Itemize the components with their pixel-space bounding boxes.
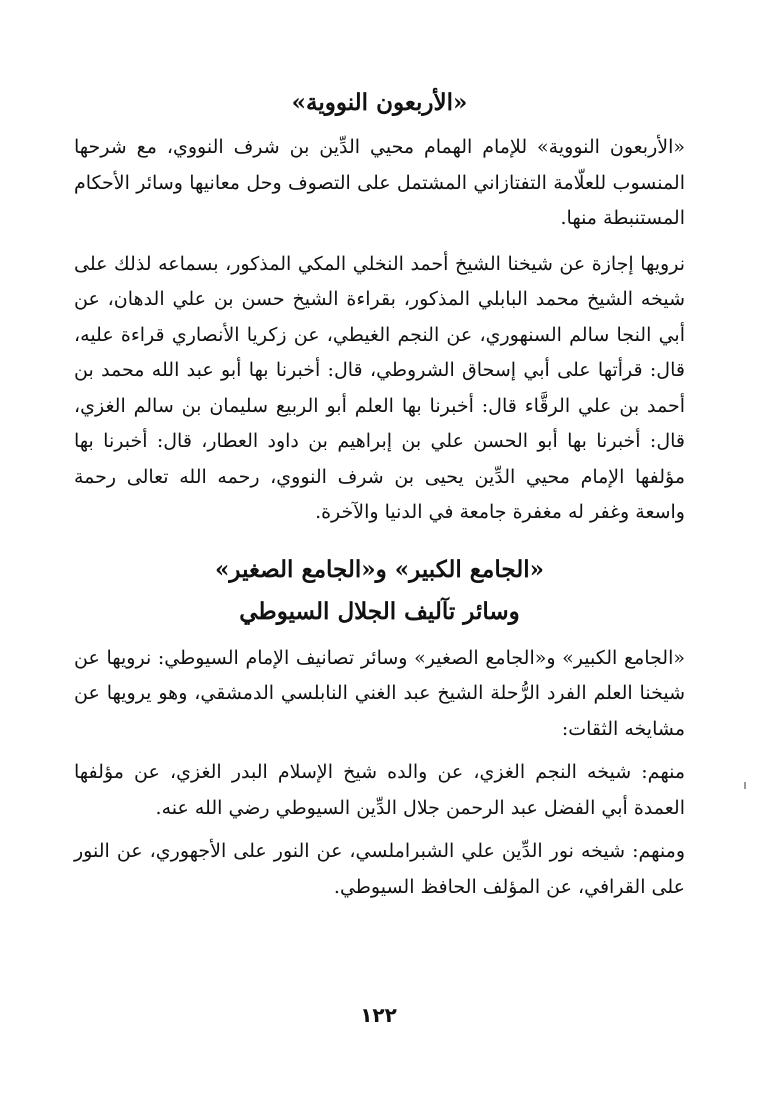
- margin-mark: [744, 782, 746, 789]
- paragraph-jami-chain-1: منهم: شيخه النجم الغزي، عن والده شيخ الإسلام البدر الغزي، عن مؤلفها العمدة أبي الفضل عبد الرحمن جلال الدِّين السيوطي رضي الله عنه.: [74, 761, 685, 819]
- paragraph-jami-chain-2: ومنهم: شيخه نور الدِّين علي الشبراملسي، عن النور على الأجهوري، عن النور على القرافي، عن المؤلف الحافظ السيوطي.: [74, 840, 685, 898]
- section-title-arbaeen: «الأربعون النووية»: [291, 89, 468, 116]
- paragraph-arbaeen-chain: نرويها إجازة عن شيخنا الشيخ أحمد النخلي المكي المذكور، بسماعه لذلك على شيخه الشيخ محمد البابلي المذكور، بقراءة الشيخ حسن بن علي الدهان، عن أبي النجا سالم السنهوري، عن النجم الغيطي، عن زكريا الأنصاري قراءة عليه، قال: قرأتها على أبي إسحاق الشروطي، قال: أخبرنا بها أبو عبد الله محمد بن أحمد بن علي الرقَّاء قال: أخبرنا بها العلم أبو الربيع سليمان بن سالم الغزي، قال: أخبرنا بها أبو الحسن علي بن إبراهيم بن داود العطار، قال: أخبرنا بها مؤلفها الإمام محيي الدِّين يحيى بن شرف النووي، رحمه الله تعالى رحمة واسعة وغفر له مغفرة جامعة في الدنيا والآخرة.: [74, 252, 685, 523]
- section-title-jami-line2: وسائر تآليف الجلال السيوطي: [239, 597, 520, 625]
- page-content: [74, 78, 685, 905]
- paragraph-jami-intro: «الجامع الكبير» و«الجامع الصغير» وسائر تصانيف الإمام السيوطي: نرويها عن شيخنا العلم الفرد الرُّحلة الشيخ عبد الغني النابلسي الدمشقي، وهو يرويها عن مشايخه الثقات:: [74, 646, 685, 740]
- paragraph-arbaeen-description: «الأربعون النووية» للإمام الهمام محيي الدِّين بن شرف النووي، مع شرحها المنسوب للعلّامة التفتازاني المشتمل على التصوف وحل معانيها وسائر الأحكام المستنبطة منها.: [74, 136, 685, 229]
- page-number: ١٢٢: [360, 1003, 397, 1027]
- section-title-jami-line1: «الجامع الكبير» و«الجامع الصغير»: [215, 555, 544, 583]
